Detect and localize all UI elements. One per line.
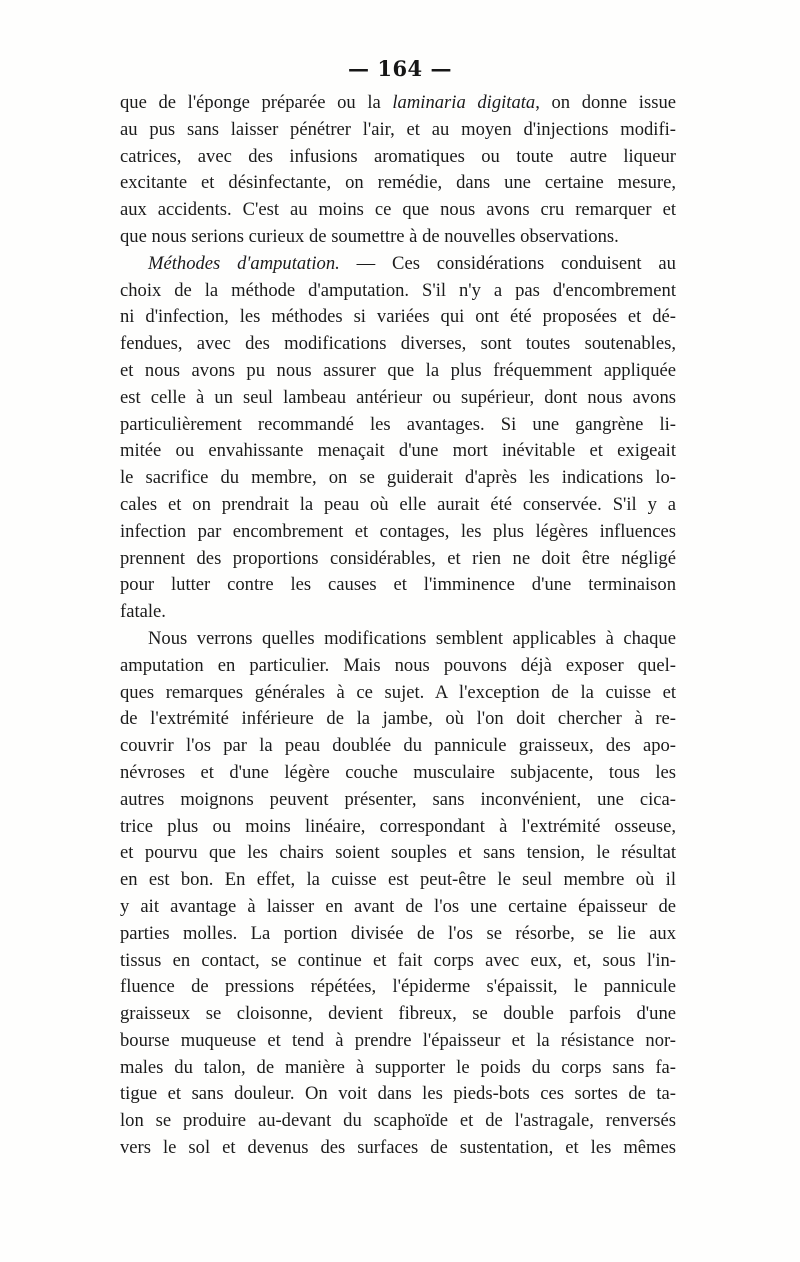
text-line: couvrir l'os par la peau doublée du pannicule graisseux, des apo- <box>120 735 676 757</box>
text-line: tigue et sans douleur. On voit dans les pieds-bots ces sortes de ta- <box>120 1083 676 1105</box>
italic-term: laminaria digitata <box>392 92 536 113</box>
text-line: trice plus ou moins linéaire, correspondant à l'extrémité osseuse, <box>120 815 676 837</box>
text-line: autres moignons peuvent présenter, sans inconvénient, une cica- <box>120 788 676 810</box>
text-line: vers le sol et devenus des surfaces de sustentation, et les mêmes <box>120 1137 676 1159</box>
text-line: ques remarques générales à ce sujet. A l'exception de la cuisse et <box>120 681 676 703</box>
text-line: infection par encombrement et contages, les plus légères influences <box>120 520 676 542</box>
text-line: prennent des proportions considérables, et rien ne doit être négligé <box>120 547 676 569</box>
text-line: graisseux se cloisonne, devient fibreux, se double parfois d'une <box>120 1003 676 1025</box>
text-line: aux accidents. C'est au moins ce que nous avons cru remarquer et <box>120 199 676 221</box>
text-line: le sacrifice du membre, on se guiderait d'après les indications lo- <box>120 467 676 489</box>
text-line: névroses et d'une légère couche musculaire subjacente, tous les <box>120 761 676 783</box>
text-line: fluence de pressions répétées, l'épiderme s'épaissit, le pannicule <box>120 976 676 998</box>
text-line: tissus en contact, se continue et fait corps avec eux, et, sous l'in- <box>120 949 676 971</box>
text-line: amputation en particulier. Mais nous pouvons déjà exposer quel- <box>120 654 676 676</box>
text-line: choix de la méthode d'amputation. S'il n'y a pas d'encombrement <box>120 279 676 301</box>
text-line: et pourvu que les chairs soient souples et sans tension, le résultat <box>120 842 676 864</box>
body-text <box>120 90 676 1162</box>
text-line <box>120 251 676 278</box>
paragraph-general-remarks <box>120 626 676 1162</box>
text-span: — Ces considérations conduisent au <box>339 252 676 274</box>
text-line: de l'extrémité inférieure de la jambe, où l'on doit chercher à re- <box>120 708 676 730</box>
text-line: fatale. <box>120 601 166 623</box>
text-line: particulièrement recommandé les avantages. Si une gangrène li- <box>120 413 676 435</box>
text-span: que de l'éponge préparée ou la <box>120 92 393 113</box>
text-line: et nous avons pu nous assurer que la plus fréquemment appliquée <box>120 359 676 381</box>
section-heading: Méthodes d'amputation. <box>148 252 340 274</box>
text-line: parties molles. La portion divisée de l'os se résorbe, se lie aux <box>120 922 676 944</box>
text-line: que nous serions curieux de soumettre à de nouvelles observations. <box>120 225 619 247</box>
text-line: lon se produire au-devant du scaphoïde et de l'astragale, renversés <box>120 1110 676 1132</box>
text-line: excitante et désinfectante, on remédie, dans une certaine mesure, <box>120 172 676 194</box>
text-line: fendues, avec des modifications diverses, sont toutes soutenables, <box>120 333 676 355</box>
text-line: pour lutter contre les causes et l'imminence d'une terminaison <box>120 574 676 596</box>
text-line: males du talon, de manière à supporter le poids du corps sans fa- <box>120 1056 676 1078</box>
text-line <box>120 90 676 117</box>
text-span: , on donne issue <box>535 92 676 113</box>
text-line: en est bon. En effet, la cuisse est peut-être le seul membre où il <box>120 869 676 891</box>
text-line: au pus sans laisser pénétrer l'air, et au moyen d'injections modifi- <box>120 118 676 140</box>
text-line: bourse muqueuse et tend à prendre l'épaisseur et la résistance nor- <box>120 1029 676 1051</box>
text-line: y ait avantage à laisser en avant de l'os une certaine épaisseur de <box>120 895 676 917</box>
text-line: est celle à un seul lambeau antérieur ou supérieur, dont nous avons <box>120 386 676 408</box>
page-number: — 164 — <box>348 56 452 81</box>
text-line: mitée ou envahissante menaçait d'une mort inévitable et exigeait <box>120 440 676 462</box>
paragraph-amputation-methods <box>120 251 676 626</box>
text-line: cales et on prendrait la peau où elle aurait été conservée. S'il y a <box>120 493 676 515</box>
text-line: catrices, avec des infusions aromatiques ou toute autre liqueur <box>120 145 676 167</box>
text-line: Nous verrons quelles modifications semblent applicables à chaque <box>148 627 676 649</box>
text-line: ni d'infection, les méthodes si variées qui ont été proposées et dé- <box>120 306 676 328</box>
paragraph-continuation <box>120 90 676 251</box>
